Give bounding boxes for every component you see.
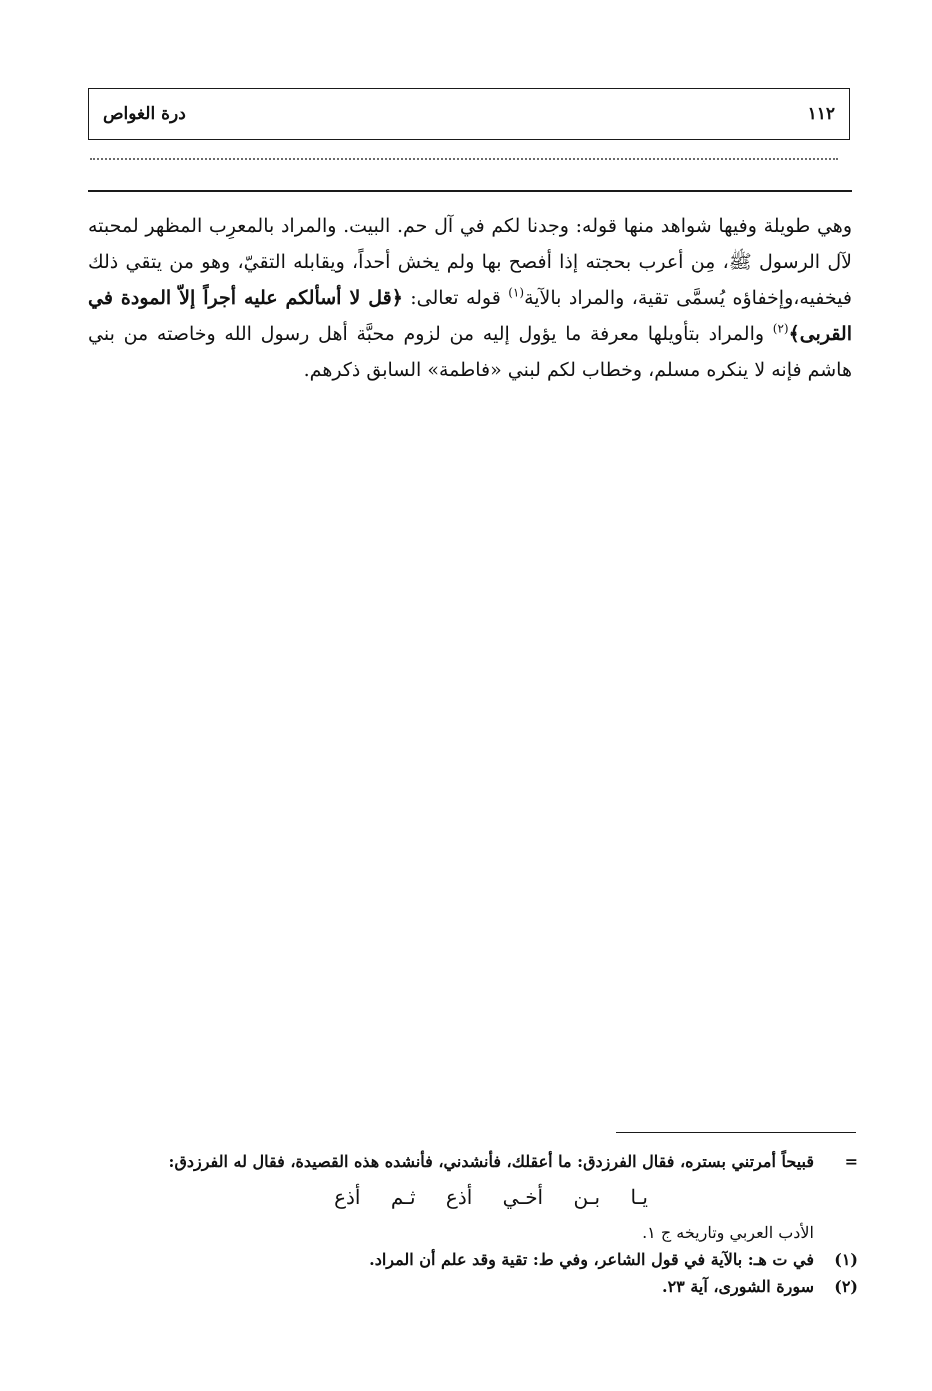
footnote-ref-2: (٢)	[772, 321, 789, 336]
continuation-marker: =	[844, 1152, 858, 1171]
header-rule	[88, 190, 852, 192]
continuation-text: قبيحاً أمرتني بستره، فقال الفرزدق: ما أعقلك، فأنشدني، فأنشده هذه القصيدة، فقال له الفرزدق:	[168, 1152, 814, 1171]
dotted-divider	[90, 158, 838, 160]
footnote-source	[88, 1219, 858, 1246]
main-text	[88, 208, 852, 388]
footnote-rule	[616, 1132, 856, 1133]
text-before: وهي طويلة وفيها شواهد منها قوله: وجدنا لكم في آل حم. البيت. والمراد بالمعرِب المظهر لمحبته لآل الرسول ﷺ، مِن أعرب بحجته إذا أفصح بها ولم يخش أحداً، ويقابله التقيّ، وهو من يتقي ذلك فيخفيه،وإخفاؤه يُسمَّى تقية، والمراد بالآية	[88, 215, 853, 309]
footnote-ref-1: (١)	[508, 285, 525, 300]
source-text: الأدب العربي وتاريخه ج ١.	[642, 1223, 814, 1242]
main-paragraph	[88, 208, 852, 388]
footnote-2	[88, 1273, 858, 1300]
verse-line: يـا بـن أخـي أذع ثـم أذع	[334, 1185, 648, 1209]
footnote-1-text: في ت هـ: بالآية في قول الشاعر، وفي ط: تقية وقد علم أن المراد.	[369, 1250, 814, 1269]
header-title: درة الغواص	[103, 104, 186, 124]
footnote-1	[88, 1246, 858, 1273]
footnote-continuation	[88, 1148, 858, 1175]
footnote-2-marker: (٢)	[834, 1277, 858, 1296]
running-header	[88, 88, 850, 140]
text-after: والمراد بتأويلها معرفة ما يؤول إليه من لزوم محبَّة أهل رسول الله وخاصته من بني هاشم فإنه لا ينكره مسلم، وخطاب لكم لبني «فاطمة» السابق ذكرهم.	[88, 323, 852, 381]
text-mid: قوله تعالى:	[402, 287, 509, 309]
quran-quote: ﴿قل لا أسألكم عليه أجراً إلاّ المودة في القربى﴾	[88, 287, 852, 345]
page-number: ١١٢	[807, 104, 835, 124]
footnotes	[88, 1148, 858, 1300]
footnote-2-text: سورة الشورى، آية ٢٣.	[661, 1277, 814, 1296]
footnote-1-marker: (١)	[834, 1250, 858, 1269]
